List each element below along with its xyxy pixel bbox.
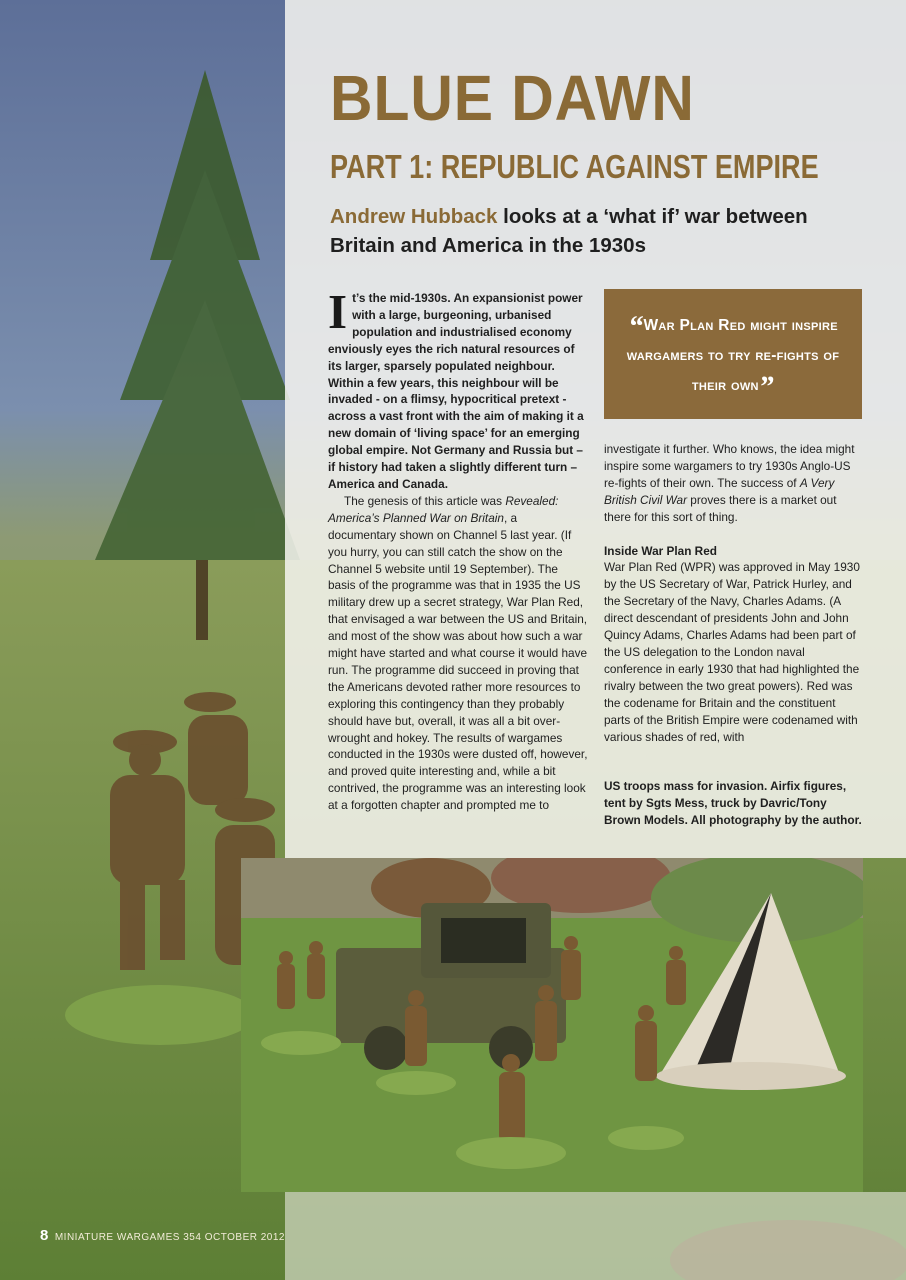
inset-photo: [241, 858, 863, 1192]
drop-cap: I: [328, 284, 348, 339]
section-heading: Inside War Plan Red: [604, 543, 717, 558]
body-text: , a documentary shown on Channel 5 last year. (If you hurry, you can still catch the show on the Channel 5 website until 19 September). The basis of the programme was that in 1935 the US military drew up a secret strategy, War Plan Red, that envisaged a war between the US and Britain, and most of the show was about how such a war might have started and what course it would have run. The programme did succeed in proving that the Americans devoted rather more resources to exploring this contingency than they probably should have but, overall, it was all a bit over-wrought and hokey. The results of wargames conducted in the 1930s were dusted off, however, and proved quite interesting and, while a bit contrived, the programme was an interesting look at a forgotten chapter and prompted me to: [328, 510, 588, 813]
page-footer: [40, 1227, 285, 1244]
pull-quote: [604, 289, 862, 419]
article-title: BLUE DAWN: [330, 62, 695, 134]
bottom-panel: [285, 1192, 906, 1280]
column-1: [328, 284, 588, 814]
magazine-name: MINIATURE WARGAMES 354: [54, 1232, 202, 1243]
documentary-title: Revealed: America’s Planned War on Britain: [328, 493, 559, 525]
author-name: Andrew Hubback: [330, 205, 498, 228]
article-subtitle: PART 1: REPUBLIC AGAINST EMPIRE: [330, 148, 819, 185]
standfirst-text: looks at a ‘what if’ war between Britain and America in the 1930s: [330, 205, 808, 257]
page-number: 8: [40, 1227, 49, 1244]
intro-paragraph: [328, 284, 588, 493]
standfirst: [330, 202, 870, 260]
intro-text: t’s the mid-1930s. An expansionist power with a large, burgeoning, urbanised population and industrialised economy enviously eyes the rich natural resources of its larger, sparsely populated neighbour. Within a few years, this neighbour will be invaded - on a flimsy, hypocritical pretext - across a vast front with the aim of making it a new domain of ‘living space’ for an emerging global empire. Not Germany and Russia but – if history had taken a slightly different turn – America and Canada.: [328, 291, 584, 491]
column-2: [604, 441, 862, 745]
book-title: A Very British Civil War: [604, 475, 835, 507]
body-text: investigate it further. Who knows, the idea might inspire some wargamers to try 1930s Anglo-US re-fights of their own. The success of: [604, 442, 855, 490]
photo-caption: US troops mass for invasion. Airfix figures, tent by Sgts Mess, truck by Davric/Tony Brown Models. All photography by the author.: [604, 779, 862, 827]
body-text: The genesis of this article was: [344, 493, 506, 508]
section-paragraph: War Plan Red (WPR) was approved in May 1930 by the US Secretary of War, Patrick Hurley, and the Secretary of the Navy, Charles Adams. (A direct descendant of presidents John and John Quincy Adams, Charles Adams had been part of the US delegation to the London naval conference in early 1930 that had highlighted the rivalry between the two great powers). Red was the codename for Britain and the constituent parts of the British Empire were codenamed with various shades of red, with: [604, 560, 860, 744]
issue-date: OCTOBER 2012: [204, 1232, 285, 1243]
open-quote-mark: “: [628, 310, 644, 343]
body-paragraph: [328, 493, 588, 814]
body-text: proves there is a market out there for this sort of thing.: [604, 492, 837, 524]
close-quote-mark: ”: [758, 370, 775, 403]
body-paragraph: [604, 441, 862, 526]
wargame-scene-illustration: [241, 858, 863, 1192]
pull-quote-text: War Plan Red might inspire wargamers to try re-fights of their own: [626, 317, 840, 394]
